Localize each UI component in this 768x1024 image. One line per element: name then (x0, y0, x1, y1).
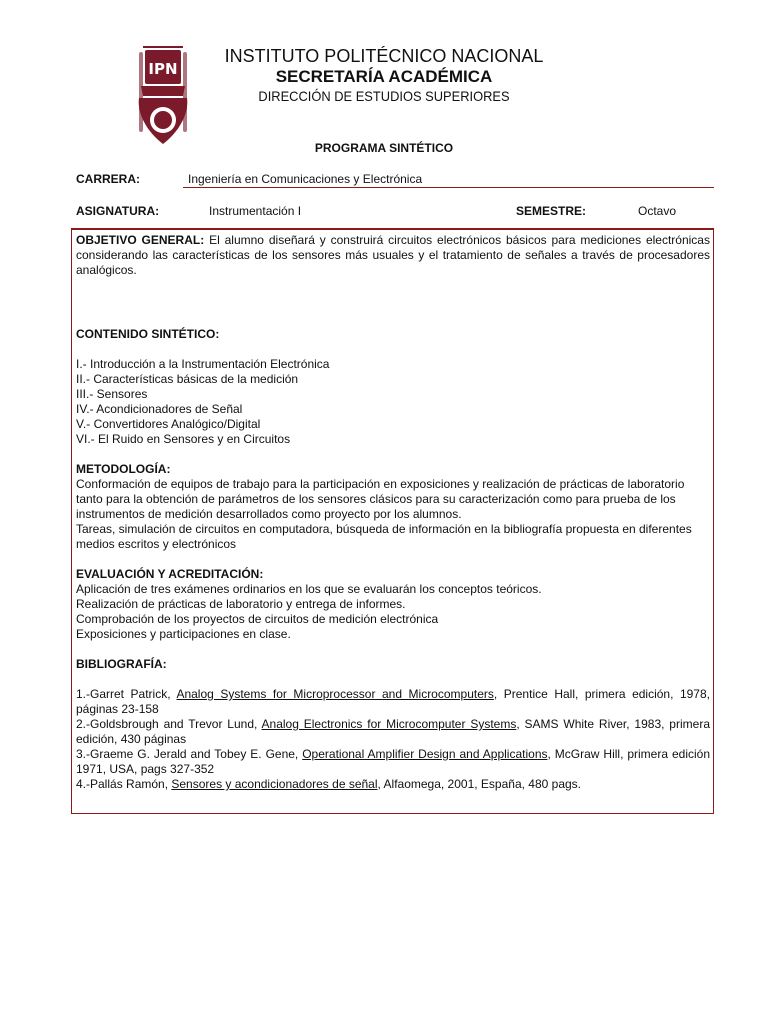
metodologia-label: METODOLOGÍA: (76, 462, 171, 476)
bib-details: , Alfaomega, 2001, España, 480 pags. (377, 777, 581, 791)
contenido-item: IV.- Acondicionadores de Señal (76, 402, 243, 416)
contenido-label: CONTENIDO SINTÉTICO: (76, 327, 220, 341)
metodologia-p2: Tareas, simulación de circuitos en computadora, búsqueda de información en la bibliografía propuesta en diferentes medios escritos y electrónicos (76, 522, 692, 551)
contenido-item: VI.- El Ruido en Sensores y en Circuitos (76, 432, 291, 446)
direccion-title: DIRECCIÓN DE ESTUDIOS SUPERIORES (258, 88, 510, 104)
semestre-value: Octavo (638, 204, 677, 218)
evaluacion-label: EVALUACIÓN Y ACREDITACIÓN: (76, 567, 264, 581)
carrera-label: CARRERA: (76, 172, 140, 186)
carrera-underline (183, 187, 714, 188)
program-title: PROGRAMA SINTÉTICO (314, 141, 454, 155)
objetivo-label: OBJETIVO GENERAL: (76, 233, 205, 247)
bib-entry (76, 717, 710, 747)
evaluacion-item: Aplicación de tres exámenes ordinarios en los que se evaluarán los conceptos teóricos. (76, 582, 542, 596)
semestre-label: SEMESTRE: (516, 204, 587, 218)
contenido-item: I.- Introducción a la Instrumentación Electrónica (76, 357, 330, 371)
contenido-list (76, 357, 710, 447)
bib-entry (76, 687, 710, 717)
contenido-item: III.- Sensores (76, 387, 148, 401)
evaluacion-item: Exposiciones y participaciones en clase. (76, 627, 291, 641)
asignatura-label: ASIGNATURA: (76, 204, 160, 218)
metodologia-p1: Conformación de equipos de trabajo para la participación en exposiciones y realización de prácticas de laboratorio tanto para la obtención de parámetros de los sensores clásicos para su caracterización como para prueba de los instrumentos de medición desarrollados como proyecto por los alumnos. (76, 477, 685, 521)
bib-details: , SAMS White River, 1983, primera edición, 430 páginas (76, 717, 710, 746)
objetivo-text: El alumno diseñará y construirá circuitos electrónicos básicos para mediciones electrónicas considerando las características de los sensores más usuales y el tratamiento de señales a través de procesadores analógicos. (76, 233, 710, 277)
bib-details: , McGraw Hill, primera edición 1971, USA, pags 327-352 (76, 747, 710, 776)
bib-title: Sensores y acondicionadores de señal (171, 777, 378, 791)
objetivo-paragraph (76, 233, 710, 278)
bib-author: 3.-Graeme G. Jerald and Tobey E. Gene, (76, 747, 303, 761)
contenido-item: II.- Características básicas de la medición (76, 372, 299, 386)
bib-details: , Prentice Hall, primera edición, 1978, páginas 23-158 (76, 687, 710, 716)
bib-title: Operational Amplifier Design and Applications (302, 747, 548, 761)
bib-title: Analog Electronics for Microcomputer Systems (261, 717, 517, 731)
evaluacion-item: Realización de prácticas de laboratorio y entrega de informes. (76, 597, 406, 611)
bib-title: Analog Systems for Microprocessor and Microcomputers (176, 687, 494, 701)
bib-author: 2.-Goldsbrough and Trevor Lund, (76, 717, 262, 731)
content-area (76, 233, 710, 792)
bibliografia-label: BIBLIOGRAFÍA: (76, 657, 167, 671)
bib-author: 1.-Garret Patrick, (76, 687, 177, 701)
svg-text:IPN: IPN (148, 60, 178, 78)
bib-author: 4.-Pallás Ramón, (76, 777, 172, 791)
secretaria-title: SECRETARÍA ACADÉMICA (275, 67, 493, 86)
bib-entry (76, 777, 710, 792)
bib-entry (76, 747, 710, 777)
evaluacion-item: Comprobación de los proyectos de circuitos de medición electrónica (76, 612, 439, 626)
carrera-value: Ingeniería en Comunicaciones y Electrónica (188, 172, 423, 186)
asignatura-value: Instrumentación I (209, 204, 302, 218)
contenido-item: V.- Convertidores Analógico/Digital (76, 417, 261, 431)
bibliografia-list (76, 687, 710, 792)
institution-title: INSTITUTO POLITÉCNICO NACIONAL (224, 46, 544, 66)
